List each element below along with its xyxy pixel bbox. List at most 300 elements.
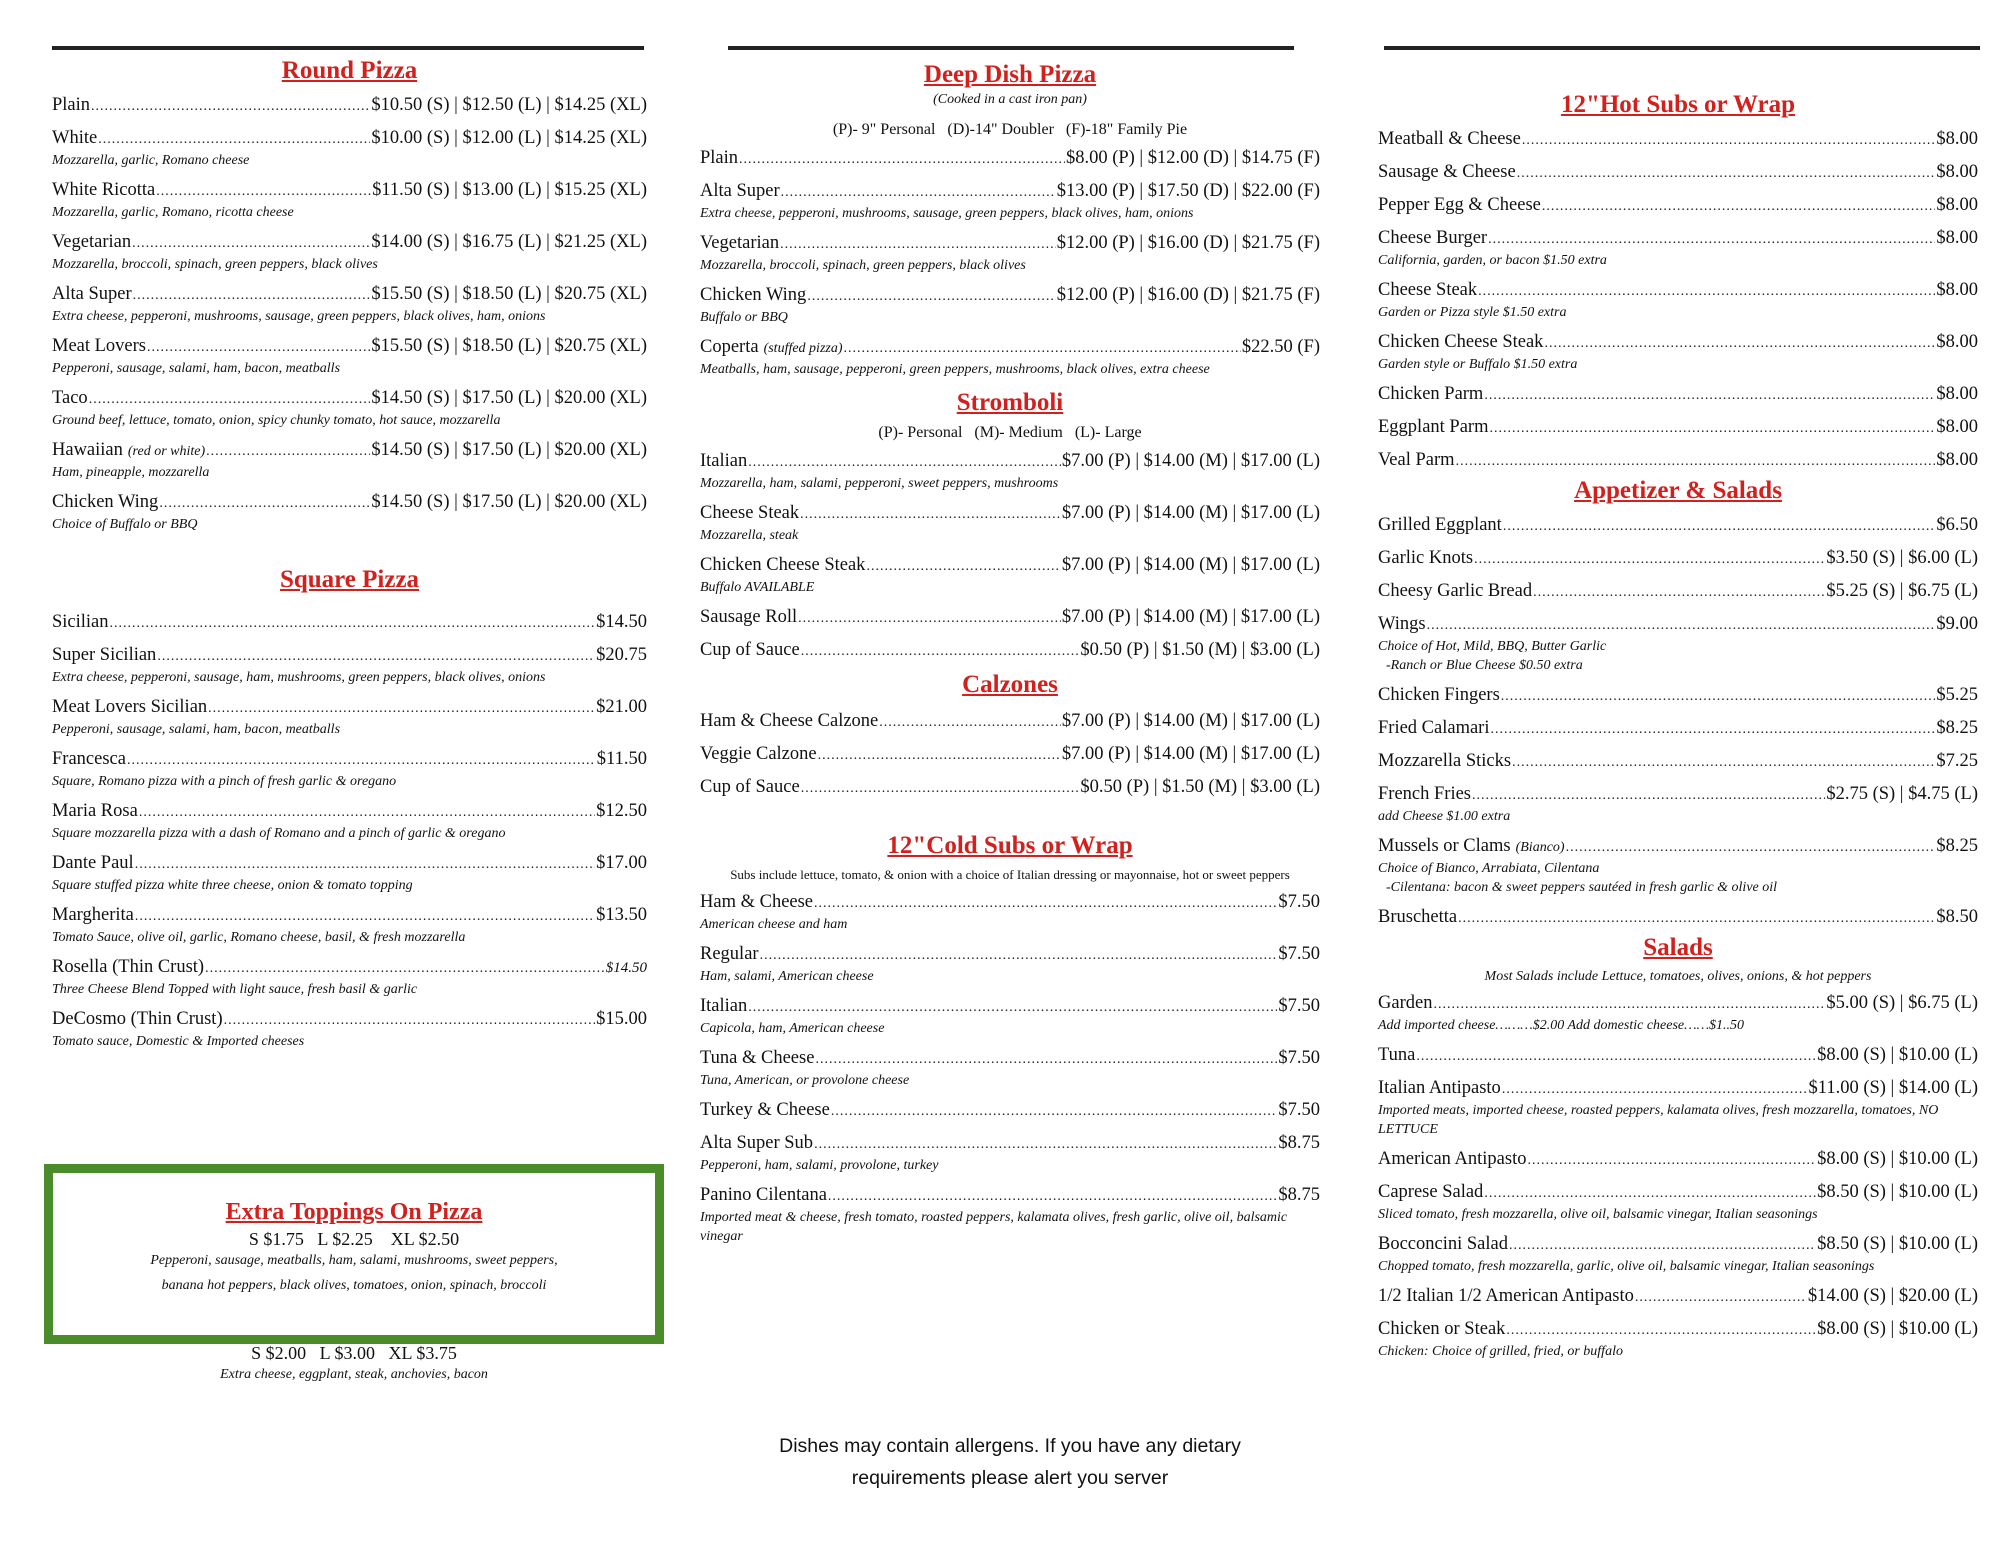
stromboli-sizes: (P)- Personal (M)- Medium (L)- Large — [878, 424, 1142, 441]
dot-leader — [1517, 161, 1936, 185]
menu-item-deep-dish-chicken-wing — [700, 284, 1320, 327]
menu-item-line — [1378, 1044, 1978, 1068]
hot-subs-list — [1378, 128, 1978, 473]
menu-item-line — [700, 606, 1320, 630]
menu-item-description: Ground beef, lettuce, tomato, onion, spicy chunky tomato, hot sauce, mozzarella — [52, 413, 501, 428]
menu-item-line — [700, 943, 1320, 967]
menu-item-name: Cheese Steak — [1378, 280, 1478, 300]
menu-item-price: $15.00 — [596, 1009, 647, 1029]
menu-item-line — [1378, 161, 1978, 185]
menu-item-name: Eggplant Parm — [1378, 417, 1489, 437]
menu-item-description: Choice of Hot, Mild, BBQ, Butter Garlic — [1378, 639, 1607, 654]
menu-item-price: $8.00 (S) | $10.00 (L) — [1817, 1045, 1978, 1065]
menu-item-line — [700, 776, 1320, 800]
menu-item-price: $11.50 — [596, 749, 647, 769]
calzones-title: Calzones — [962, 671, 1058, 698]
menu-item-name: Veal Parm — [1378, 450, 1455, 470]
menu-item-price: $8.00 (S) | $10.00 (L) — [1817, 1319, 1978, 1339]
dot-leader — [132, 231, 370, 255]
menu-item-line — [1378, 279, 1978, 303]
menu-item-hot-subs-meatball-cheese — [1378, 128, 1978, 152]
menu-item-description: Garden style or Buffalo $1.50 extra — [1378, 357, 1578, 372]
menu-item-name: Chicken Wing — [52, 492, 159, 512]
menu-item-line — [1378, 750, 1978, 774]
menu-item-price: $8.50 (S) | $10.00 (L) — [1817, 1234, 1978, 1254]
menu-item-line — [700, 232, 1320, 256]
toppings-list-2: Extra cheese, eggplant, steak, anchovies, bacon — [220, 1367, 488, 1382]
menu-item-line — [52, 491, 647, 515]
menu-item-description: Three Cheese Blend Topped with light sauce, fresh basil & garlic — [52, 982, 418, 997]
dot-leader — [828, 1184, 1277, 1208]
menu-item-name: Plain — [700, 148, 739, 168]
menu-item-deep-dish-alta-super — [700, 180, 1320, 223]
menu-item-name: Veggie Calzone — [700, 744, 817, 764]
menu-item-description: Add imported cheese………$2.00 Add domestic cheese……$1..50 — [1378, 1018, 1745, 1033]
menu-item-name: Cup of Sauce — [700, 777, 800, 797]
menu-item-name: Panino Cilentana — [700, 1185, 827, 1205]
menu-item-name: Meat Lovers — [52, 336, 147, 356]
menu-item-price: $0.50 (P) | $1.50 (M) | $3.00 (L) — [1080, 640, 1320, 660]
menu-item-deep-dish-vegetarian — [700, 232, 1320, 275]
menu-item-description: Mozzarella, garlic, Romano, ricotta cheese — [52, 205, 294, 220]
menu-item-salads-tuna — [1378, 1044, 1978, 1068]
dot-leader — [1490, 717, 1935, 741]
menu-item-description: American cheese and ham — [700, 917, 848, 932]
dot-leader — [1512, 750, 1935, 774]
dot-leader — [127, 748, 596, 772]
menu-item-price: $15.50 (S) | $18.50 (L) | $20.75 (XL) — [371, 336, 647, 356]
dot-leader — [1542, 194, 1936, 218]
menu-item-line — [1378, 449, 1978, 473]
menu-item-square-pizza-sicilian — [52, 611, 647, 635]
menu-item-name: French Fries — [1378, 784, 1471, 804]
menu-item-name: Garlic Knots — [1378, 548, 1474, 568]
menu-item-line — [700, 891, 1320, 915]
menu-item-line — [700, 710, 1320, 734]
menu-item-line — [52, 696, 647, 720]
menu-item-line — [52, 439, 647, 463]
dot-leader — [1416, 1044, 1816, 1068]
menu-item-description: Buffalo or BBQ — [700, 310, 788, 325]
menu-item-cold-subs-tuna-cheese — [700, 1047, 1320, 1090]
menu-item-name: DeCosmo (Thin Crust) — [52, 1009, 223, 1029]
menu-item-cold-subs-panino-cilentana — [700, 1184, 1320, 1246]
menu-item-description: Sliced tomato, fresh mozzarella, olive oil, balsamic vinegar, Italian seasonings — [1378, 1207, 1818, 1222]
menu-item-line — [700, 180, 1320, 204]
menu-item-name: Maria Rosa — [52, 801, 138, 821]
menu-item-name: Alta Super — [52, 284, 132, 304]
menu-item-description: Garden or Pizza style $1.50 extra — [1378, 305, 1567, 320]
menu-item-line — [52, 387, 647, 411]
dot-leader — [879, 710, 1061, 734]
menu-item-price: $7.50 — [1278, 1100, 1320, 1120]
toppings-list-1b: banana hot peppers, black olives, tomatoes, onion, spinach, broccoli — [161, 1278, 547, 1293]
menu-item-hot-subs-sausage-cheese — [1378, 161, 1978, 185]
deep-dish-list — [700, 147, 1320, 379]
menu-item-line — [1378, 128, 1978, 152]
menu-item-name: Tuna — [1378, 1045, 1416, 1065]
menu-item-line — [1378, 547, 1978, 571]
menu-item-price: $5.25 — [1936, 685, 1978, 705]
dot-leader — [135, 852, 595, 876]
appetizers-list — [1378, 514, 1978, 930]
menu-item-price: $13.00 (P) | $17.50 (D) | $22.00 (F) — [1056, 181, 1320, 201]
menu-item-description-extra: -Ranch or Blue Cheese $0.50 extra — [1386, 658, 1583, 673]
menu-item-name: Tuna & Cheese — [700, 1048, 815, 1068]
menu-item-price: $14.00 (S) | $20.00 (L) — [1807, 1286, 1978, 1306]
salads-list — [1378, 992, 1978, 1361]
menu-item-description: California, garden, or bacon $1.50 extra — [1378, 253, 1607, 268]
menu-item-note: (red or white) — [127, 444, 206, 459]
menu-item-name: Chicken Fingers — [1378, 685, 1500, 705]
dot-leader — [133, 283, 371, 307]
menu-item-hot-subs-chicken-parm — [1378, 383, 1978, 407]
menu-item-price: $8.00 — [1936, 228, 1978, 248]
menu-item-line — [700, 147, 1320, 171]
menu-item-description-extra: -Cilentana: bacon & sweet peppers sautéed in fresh garlic & olive oil — [1386, 880, 1778, 895]
dot-leader — [1478, 279, 1935, 303]
menu-item-round-pizza-hawaiian — [52, 439, 647, 482]
deep-dish-note: (Cooked in a cast iron pan) — [933, 92, 1087, 107]
menu-item-salads-bocconcini-salad — [1378, 1233, 1978, 1276]
dot-leader — [1474, 547, 1825, 571]
menu-item-name: Bruschetta — [1378, 907, 1458, 927]
dot-leader — [1472, 783, 1825, 807]
dot-leader — [89, 387, 371, 411]
dot-leader — [1484, 383, 1935, 407]
menu-item-name: Mussels or Clams — [1378, 836, 1511, 856]
menu-item-price: $11.50 (S) | $13.00 (L) | $15.25 (XL) — [372, 180, 647, 200]
menu-item-description: Square, Romano pizza with a pinch of fresh garlic & oregano — [52, 774, 397, 789]
menu-item-description: Pepperoni, ham, salami, provolone, turkey — [700, 1158, 939, 1173]
menu-item-price: $5.25 (S) | $6.75 (L) — [1826, 581, 1978, 601]
menu-item-hot-subs-chicken-cheese-steak — [1378, 331, 1978, 374]
menu-item-price: $8.00 (S) | $10.00 (L) — [1817, 1149, 1978, 1169]
menu-item-price: $8.00 — [1936, 162, 1978, 182]
dot-leader — [1502, 1077, 1808, 1101]
menu-item-line — [52, 283, 647, 307]
menu-item-square-pizza-dante-paul — [52, 852, 647, 895]
menu-item-price: $10.50 (S) | $12.50 (L) | $14.25 (XL) — [371, 95, 647, 115]
hot-subs-title: 12"Hot Subs or Wrap — [1560, 91, 1796, 118]
menu-item-price: $8.75 — [1278, 1185, 1320, 1205]
round-pizza-list — [52, 94, 647, 534]
menu-item-price: $7.00 (P) | $14.00 (M) | $17.00 (L) — [1061, 503, 1320, 523]
calzones-list — [700, 710, 1320, 800]
menu-item-name: Vegetarian — [700, 233, 780, 253]
menu-item-line — [52, 644, 647, 668]
menu-item-appetizers-cheesy-garlic-bread — [1378, 580, 1978, 604]
menu-item-square-pizza-francesca — [52, 748, 647, 791]
menu-item-line — [1378, 331, 1978, 355]
menu-item-line — [1378, 1148, 1978, 1172]
menu-item-price: $0.50 (P) | $1.50 (M) | $3.00 (L) — [1080, 777, 1320, 797]
menu-item-name: Cheesy Garlic Bread — [1378, 581, 1533, 601]
square-pizza-title: Square Pizza — [279, 566, 420, 593]
menu-item-line — [700, 639, 1320, 663]
menu-item-price: $6.50 — [1936, 515, 1978, 535]
menu-item-price: $14.50 (S) | $17.50 (L) | $20.00 (XL) — [371, 440, 647, 460]
menu-item-price: $8.00 — [1936, 332, 1978, 352]
menu-item-line — [1378, 383, 1978, 407]
menu-item-square-pizza-maria-rosa — [52, 800, 647, 843]
menu-item-description: Tuna, American, or provolone cheese — [700, 1073, 910, 1088]
menu-item-name: Regular — [700, 944, 759, 964]
menu-item-price: $14.00 (S) | $16.75 (L) | $21.25 (XL) — [371, 232, 647, 252]
dot-leader — [814, 1132, 1277, 1156]
menu-item-deep-dish-coperta — [700, 336, 1320, 379]
dot-leader — [801, 776, 1080, 800]
menu-item-name: Ham & Cheese — [700, 892, 814, 912]
menu-item-line — [700, 743, 1320, 767]
menu-item-line — [700, 1047, 1320, 1071]
column-middle — [700, 0, 1320, 1255]
menu-item-name: Bocconcini Salad — [1378, 1234, 1508, 1254]
menu-item-name: Cheese Steak — [700, 503, 800, 523]
menu-item-name: Meat Lovers Sicilian — [52, 697, 208, 717]
menu-item-name: White — [52, 128, 98, 148]
menu-item-price: $22.50 (F) — [1241, 337, 1320, 357]
dot-leader — [1635, 1285, 1807, 1309]
menu-item-price: $8.00 — [1936, 450, 1978, 470]
menu-item-description: Mozzarella, garlic, Romano cheese — [52, 153, 250, 168]
menu-item-line — [700, 554, 1320, 578]
menu-item-line — [52, 335, 647, 359]
menu-item-price: $8.00 — [1936, 129, 1978, 149]
menu-item-hot-subs-cheese-steak — [1378, 279, 1978, 322]
menu-item-deep-dish-plain — [700, 147, 1320, 171]
menu-item-line — [700, 1132, 1320, 1156]
menu-item-name: Italian — [700, 996, 748, 1016]
toppings-list-1a: Pepperoni, sausage, meatballs, ham, salami, mushrooms, sweet peppers, — [150, 1253, 558, 1268]
toppings-prices-2: S $2.00 L $3.00 XL $3.75 — [251, 1343, 457, 1363]
menu-item-price: $7.50 — [1278, 892, 1320, 912]
menu-item-appetizers-mussels-or-clams — [1378, 835, 1978, 897]
dot-leader — [1522, 128, 1936, 152]
menu-item-price: $7.00 (P) | $14.00 (M) | $17.00 (L) — [1061, 451, 1320, 471]
menu-item-price: $7.00 (P) | $14.00 (M) | $17.00 (L) — [1061, 744, 1320, 764]
menu-item-price: $2.75 (S) | $4.75 (L) — [1826, 784, 1978, 804]
dot-leader — [800, 502, 1061, 526]
dot-leader — [135, 904, 595, 928]
menu-item-price: $21.00 — [596, 697, 647, 717]
menu-item-square-pizza-decosmo-thin-crust — [52, 1008, 647, 1051]
menu-item-appetizers-garlic-knots — [1378, 547, 1978, 571]
salads-note: Most Salads include Lettuce, tomatoes, olives, onions, & hot peppers — [1484, 969, 1872, 984]
menu-item-price: $7.25 — [1936, 751, 1978, 771]
menu-item-price: $10.00 (S) | $12.00 (L) | $14.25 (XL) — [371, 128, 647, 148]
menu-item-description: Extra cheese, pepperoni, sausage, ham, mushrooms, green peppers, black olives, onions — [52, 670, 546, 685]
menu-item-name: Meatball & Cheese — [1378, 129, 1521, 149]
menu-item-line — [1378, 613, 1978, 637]
menu-item-description: Tomato sauce, Domestic & Imported cheeses — [52, 1034, 305, 1049]
menu-item-name: Italian Antipasto — [1378, 1078, 1501, 1098]
menu-item-line — [1378, 514, 1978, 538]
menu-item-line — [1378, 416, 1978, 440]
menu-item-price: $8.50 — [1936, 907, 1978, 927]
dot-leader — [110, 611, 596, 635]
dot-leader — [748, 450, 1061, 474]
menu-item-square-pizza-super-sicilian — [52, 644, 647, 687]
menu-item-line — [700, 502, 1320, 526]
menu-item-name: Alta Super — [700, 181, 780, 201]
menu-item-price: $5.00 (S) | $6.75 (L) — [1826, 993, 1978, 1013]
menu-item-appetizers-mozzarella-sticks — [1378, 750, 1978, 774]
dot-leader — [748, 995, 1277, 1019]
menu-item-hot-subs-pepper-egg-cheese — [1378, 194, 1978, 218]
menu-item-price: $8.00 — [1936, 280, 1978, 300]
dot-leader — [844, 336, 1241, 360]
menu-item-line — [700, 995, 1320, 1019]
menu-item-note: (stuffed pizza) — [763, 341, 843, 356]
extra-toppings-title: Extra Toppings On Pizza — [225, 1199, 483, 1225]
menu-item-price: $8.25 — [1936, 718, 1978, 738]
menu-item-name: Francesca — [52, 749, 126, 769]
menu-item-price: $7.00 (P) | $14.00 (M) | $17.00 (L) — [1061, 711, 1320, 731]
dot-leader — [798, 606, 1061, 630]
menu-item-line — [1378, 1318, 1978, 1342]
menu-item-price: $3.50 (S) | $6.00 (L) — [1826, 548, 1978, 568]
menu-item-line — [1378, 1285, 1978, 1309]
menu-item-line — [52, 94, 647, 118]
menu-item-description: Extra cheese, pepperoni, mushrooms, sausage, green peppers, black olives, ham, onions — [52, 309, 546, 324]
appetizers-title: Appetizer & Salads — [1574, 477, 1782, 504]
menu-item-price: $14.50 — [596, 612, 647, 632]
menu-item-calzones-veggie-calzone — [700, 743, 1320, 767]
menu-item-price: $20.75 — [596, 645, 647, 665]
menu-item-name: White Ricotta — [52, 180, 156, 200]
menu-item-appetizers-french-fries — [1378, 783, 1978, 826]
menu-item-round-pizza-alta-super — [52, 283, 647, 326]
dot-leader — [1501, 684, 1936, 708]
menu-item-round-pizza-vegetarian — [52, 231, 647, 274]
menu-item-line — [1378, 783, 1978, 807]
menu-item-hot-subs-cheese-burger — [1378, 227, 1978, 270]
menu-item-price: $7.00 (P) | $14.00 (M) | $17.00 (L) — [1061, 607, 1320, 627]
menu-item-line — [52, 1008, 647, 1032]
dot-leader — [781, 180, 1056, 204]
dot-leader — [1484, 1181, 1816, 1205]
menu-item-name: Italian — [700, 451, 748, 471]
menu-item-price: $9.00 — [1936, 614, 1978, 634]
menu-item-name: Ham & Cheese Calzone — [700, 711, 879, 731]
menu-item-name: Alta Super Sub — [700, 1133, 814, 1153]
menu-item-name: Garden — [1378, 993, 1433, 1013]
menu-item-description: Square stuffed pizza white three cheese, onion & tomato topping — [52, 878, 413, 893]
menu-item-salads-caprese-salad — [1378, 1181, 1978, 1224]
menu-item-line — [52, 179, 647, 203]
stromboli-title: Stromboli — [956, 389, 1064, 416]
menu-item-description: Imported meats, imported cheese, roasted peppers, kalamata olives, fresh mozzarella, tomatoes, NO LETTUCE — [1378, 1103, 1939, 1137]
menu-item-name: Coperta — [700, 337, 759, 357]
square-pizza-list — [52, 611, 647, 1051]
menu-item-name: Mozzarella Sticks — [1378, 751, 1512, 771]
menu-item-stromboli-cup-of-sauce — [700, 639, 1320, 663]
menu-item-appetizers-grilled-eggplant — [1378, 514, 1978, 538]
menu-item-price: $8.00 (P) | $12.00 (D) | $14.75 (F) — [1065, 148, 1320, 168]
cold-subs-list — [700, 891, 1320, 1246]
menu-item-cold-subs-turkey-cheese — [700, 1099, 1320, 1123]
menu-item-line — [1378, 1181, 1978, 1205]
menu-item-stromboli-italian — [700, 450, 1320, 493]
menu-item-line — [1378, 717, 1978, 741]
menu-item-name: Fried Calamari — [1378, 718, 1490, 738]
cold-subs-note: Subs include lettuce, tomato, & onion with a choice of Italian dressing or mayonnaise, hot or sweet peppers — [730, 867, 1290, 882]
stromboli-list — [700, 450, 1320, 663]
dot-leader — [1488, 227, 1935, 251]
menu-item-price: $7.00 (P) | $14.00 (M) | $17.00 (L) — [1061, 555, 1320, 575]
menu-item-name: Margherita — [52, 905, 134, 925]
menu-item-name: Chicken Cheese Steak — [700, 555, 866, 575]
menu-item-price: $8.50 (S) | $10.00 (L) — [1817, 1182, 1978, 1202]
menu-item-round-pizza-meat-lovers — [52, 335, 647, 378]
menu-item-description: Ham, pineapple, mozzarella — [52, 465, 210, 480]
menu-item-price: $17.00 — [596, 853, 647, 873]
menu-item-salads-italian-antipasto — [1378, 1077, 1978, 1139]
menu-item-appetizers-wings — [1378, 613, 1978, 675]
menu-item-cold-subs-ham-cheese — [700, 891, 1320, 934]
dot-leader — [159, 491, 370, 515]
dot-leader — [1506, 1318, 1816, 1342]
menu-item-cold-subs-alta-super-sub — [700, 1132, 1320, 1175]
dot-leader — [814, 891, 1277, 915]
dot-leader — [1456, 449, 1936, 473]
menu-item-description: Extra cheese, pepperoni, mushrooms, sausage, green peppers, black olives, ham, onions — [700, 206, 1194, 221]
allergen-line-1: Dishes may contain allergens. If you have any dietary — [779, 1435, 1241, 1457]
menu-item-name: Cheese Burger — [1378, 228, 1488, 248]
menu-item-round-pizza-plain — [52, 94, 647, 118]
menu-item-round-pizza-chicken-wing — [52, 491, 647, 534]
menu-item-price: $8.00 — [1936, 195, 1978, 215]
dot-leader — [1503, 514, 1936, 538]
menu-item-calzones-ham-cheese-calzone — [700, 710, 1320, 734]
menu-item-square-pizza-meat-lovers-sicilian — [52, 696, 647, 739]
menu-item-description: Mozzarella, ham, salami, pepperoni, sweet peppers, mushrooms — [700, 476, 1059, 491]
menu-item-price: $14.50 (S) | $17.50 (L) | $20.00 (XL) — [371, 388, 647, 408]
menu-item-calzones-cup-of-sauce — [700, 776, 1320, 800]
menu-item-description: Choice of Buffalo or BBQ — [52, 517, 198, 532]
menu-item-cold-subs-regular — [700, 943, 1320, 986]
dot-leader — [815, 1047, 1277, 1071]
salads-title: Salads — [1643, 934, 1713, 961]
dot-leader — [1458, 906, 1935, 930]
menu-item-name: Turkey & Cheese — [700, 1100, 830, 1120]
dot-leader — [1427, 613, 1936, 637]
menu-item-line — [1378, 1077, 1978, 1101]
menu-item-description: add Cheese $1.00 extra — [1378, 809, 1511, 824]
menu-item-line — [700, 336, 1320, 360]
menu-item-description: Meatballs, ham, sausage, pepperoni, green peppers, mushrooms, black olives, extra cheese — [700, 362, 1210, 377]
menu-item-price: $8.75 — [1278, 1133, 1320, 1153]
menu-item-name: Chicken Cheese Steak — [1378, 332, 1544, 352]
dot-leader — [831, 1099, 1278, 1123]
menu-item-description: Pepperoni, sausage, salami, ham, bacon, meatballs — [52, 361, 341, 376]
menu-item-line — [1378, 194, 1978, 218]
menu-item-line — [1378, 1233, 1978, 1257]
menu-item-description: Mozzarella, broccoli, spinach, green peppers, black olives — [52, 257, 378, 272]
menu-item-line — [52, 852, 647, 876]
menu-item-line — [52, 611, 647, 635]
menu-item-description: Buffalo AVAILABLE — [700, 580, 815, 595]
dot-leader — [98, 127, 370, 151]
menu-item-name: Chicken or Steak — [1378, 1319, 1506, 1339]
menu-item-name: Sicilian — [52, 612, 109, 632]
menu-item-description: Ham, salami, American cheese — [700, 969, 874, 984]
menu-item-hot-subs-eggplant-parm — [1378, 416, 1978, 440]
menu-item-round-pizza-white — [52, 127, 647, 170]
menu-item-price: $8.00 — [1936, 384, 1978, 404]
menu-item-line — [700, 1184, 1320, 1208]
